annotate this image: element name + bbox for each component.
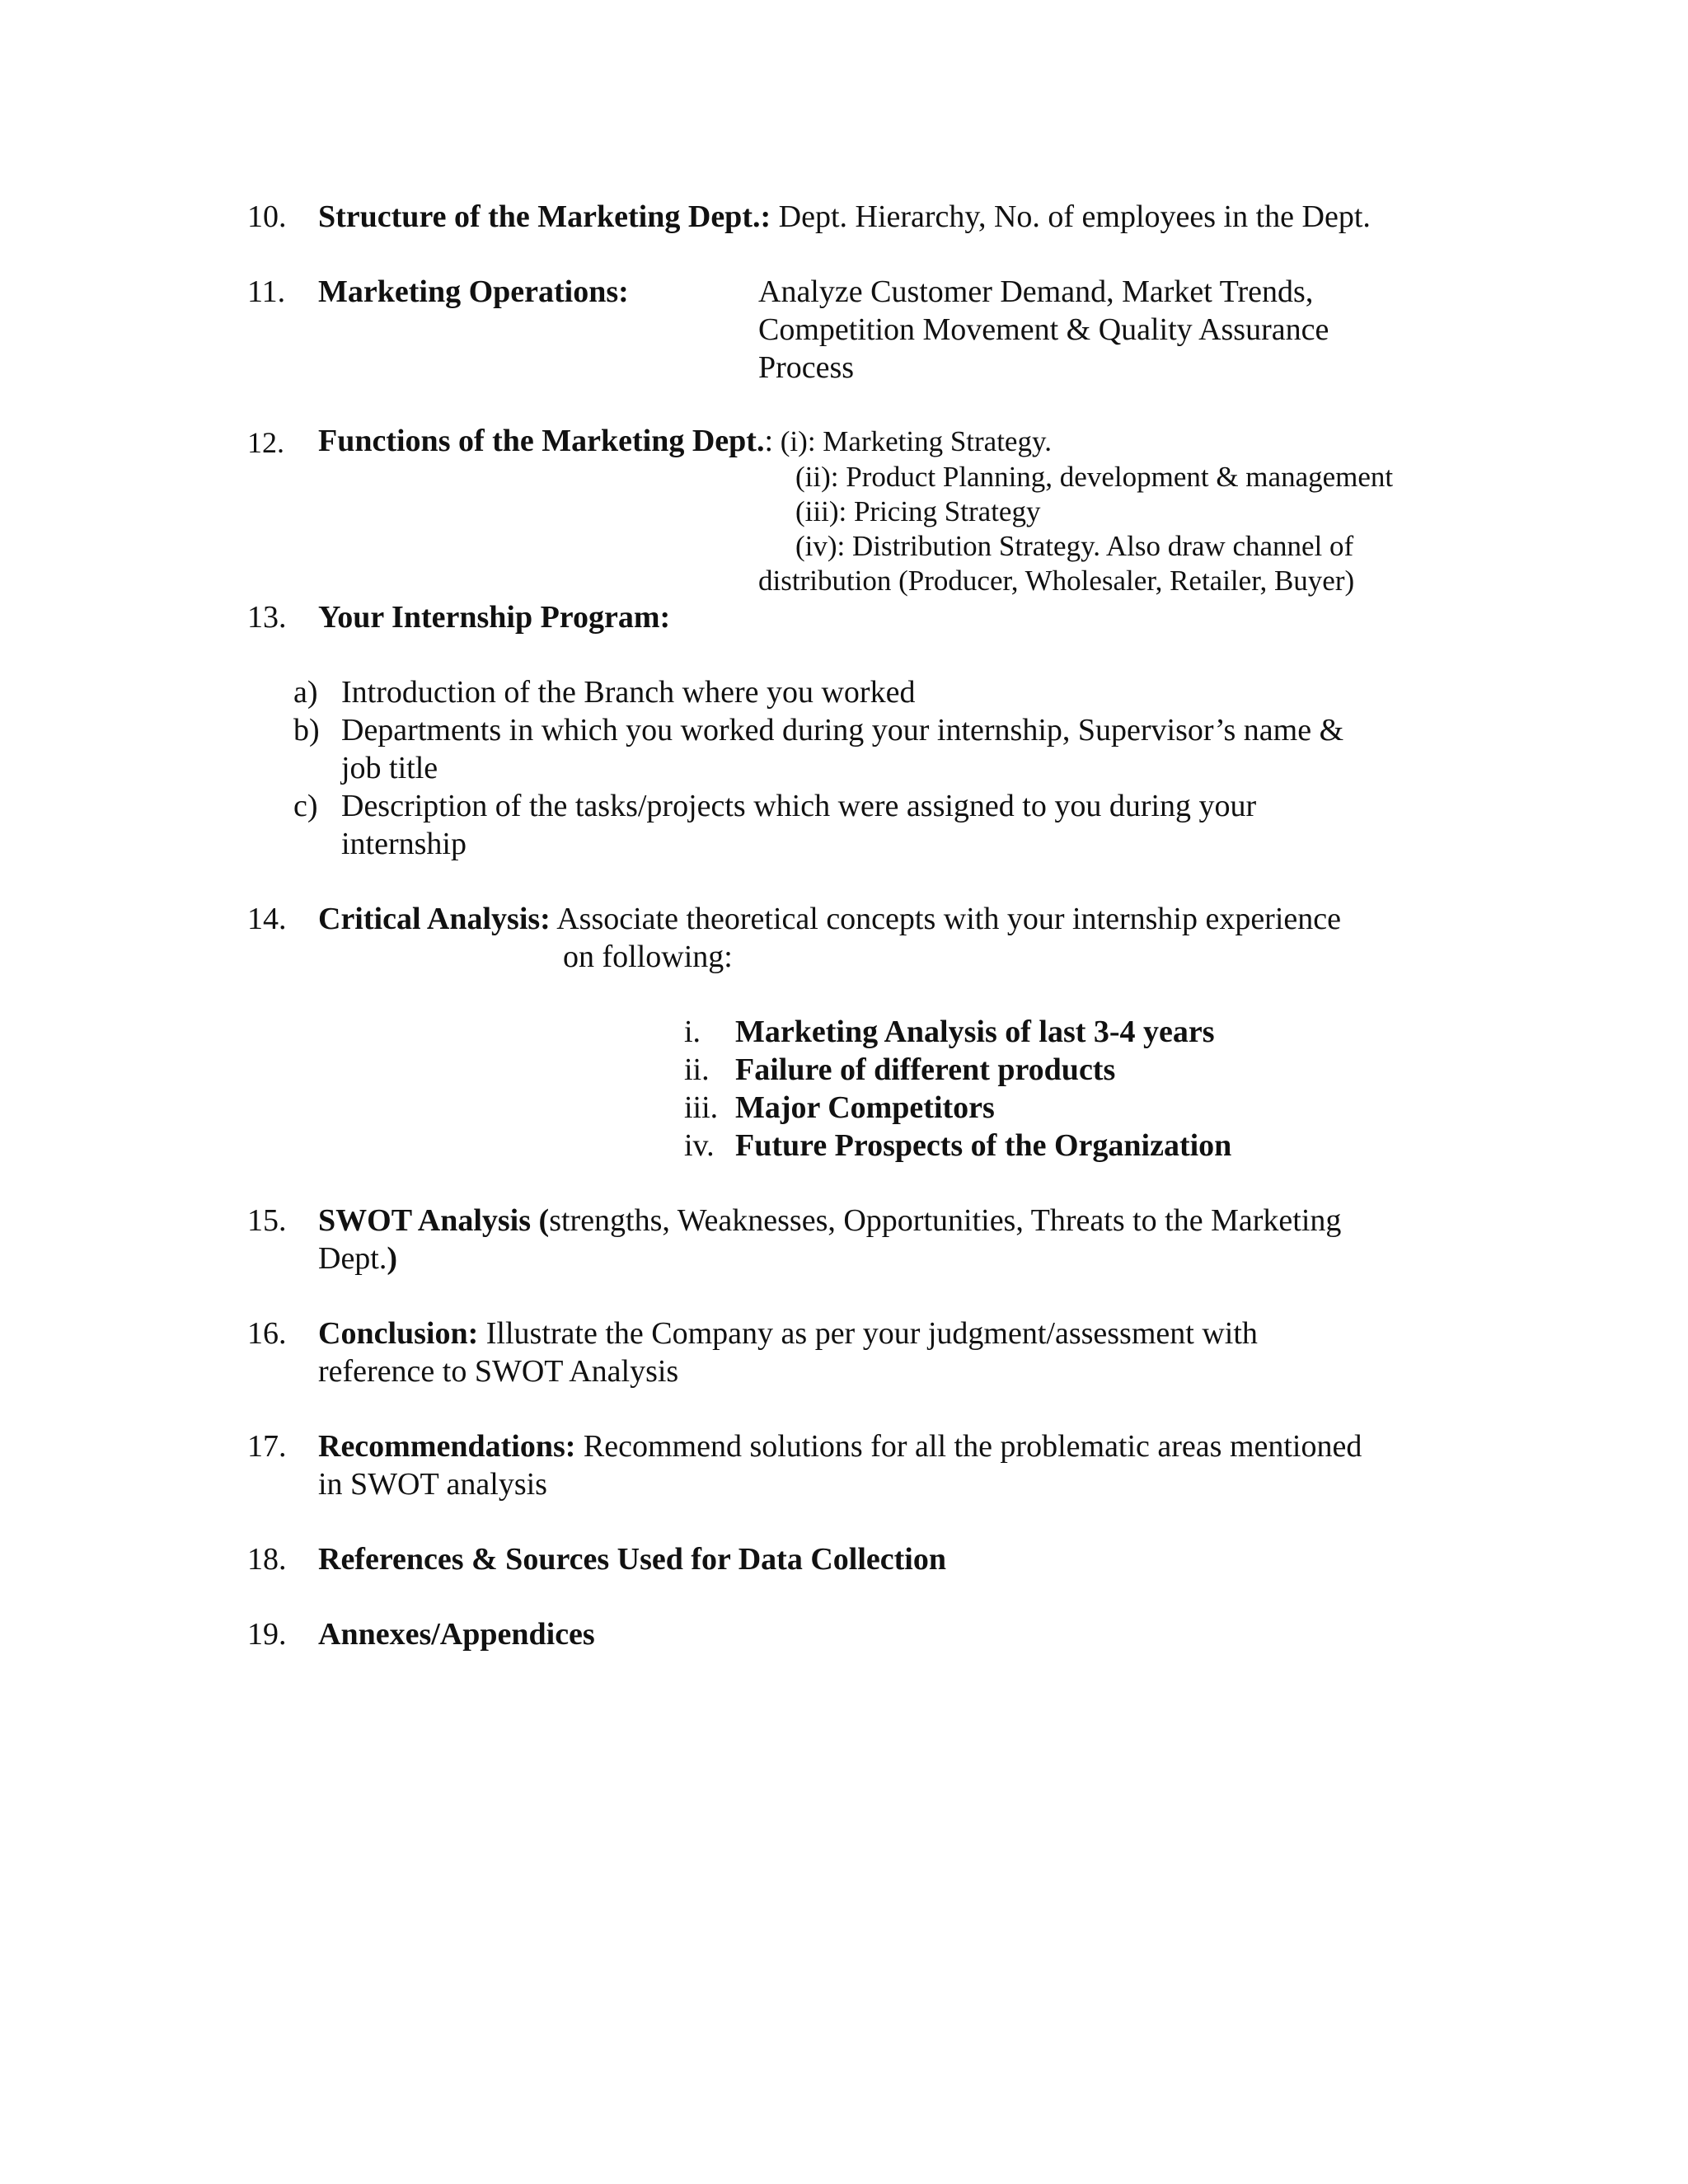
list-item-text: Departments in which you worked during your internship, Supervisor’s name &: [341, 713, 1344, 748]
list-item-text: Future Prospects of the Organization: [735, 1128, 1232, 1163]
item-description: strengths, Weaknesses, Opportunities, Threats to the Marketing: [549, 1203, 1342, 1238]
item-title: Conclusion:: [318, 1316, 479, 1351]
item-number: 17.: [247, 1429, 287, 1464]
list-item-text: Failure of different products: [735, 1052, 1116, 1087]
item-10-line: [318, 198, 1371, 236]
item-description: Illustrate the Company as per your judgment/assessment with: [478, 1316, 1258, 1351]
item-title: Annexes/Appendices: [318, 1617, 595, 1652]
item-14-line: [318, 900, 1341, 938]
item-title: Recommendations:: [318, 1429, 576, 1464]
item-number: 10.: [247, 199, 287, 234]
list-item-text: Introduction of the Branch where you worked: [341, 675, 916, 710]
list-marker: c): [293, 789, 318, 823]
item-title: SWOT Analysis (: [318, 1203, 550, 1238]
item-description: Recommend solutions for all the problematic areas mentioned: [575, 1429, 1362, 1464]
list-item-text: Description of the tasks/projects which were assigned to you during your: [341, 789, 1257, 823]
item-number: 11.: [247, 274, 286, 309]
item-title: Marketing Operations:: [318, 274, 629, 309]
item-description-line: Process: [758, 350, 855, 385]
function-line: distribution (Producer, Wholesaler, Retailer, Buyer): [758, 565, 1355, 597]
item-17-line: [318, 1427, 1362, 1465]
item-number: 12.: [247, 426, 284, 459]
item-number: 14.: [247, 902, 287, 936]
item-number: 18.: [247, 1542, 287, 1577]
list-marker: iv.: [684, 1128, 715, 1163]
item-description-line: in SWOT analysis: [318, 1467, 547, 1502]
list-item-text: Marketing Analysis of last 3-4 years: [735, 1015, 1215, 1049]
item-description: Associate theoretical concepts with your internship experience: [550, 902, 1341, 936]
item-title: Structure of the Marketing Dept.:: [318, 199, 771, 234]
item-description: Dept. Hierarchy, No. of employees in the Dept.: [771, 199, 1371, 234]
list-marker: a): [293, 675, 318, 710]
list-marker: i.: [684, 1015, 701, 1049]
item-15-line-2: [318, 1240, 397, 1277]
item-number: 19.: [247, 1617, 287, 1652]
item-number: 13.: [247, 600, 287, 635]
function-line: (ii): Product Planning, development & management: [795, 461, 1394, 493]
list-item-text: internship: [341, 827, 467, 861]
item-description-line: Dept.: [318, 1241, 387, 1276]
list-item-text: job title: [341, 751, 438, 785]
item-title: Critical Analysis:: [318, 902, 551, 936]
list-marker: ii.: [684, 1052, 710, 1087]
list-item-text: Major Competitors: [735, 1090, 995, 1125]
item-12-line: [318, 422, 1052, 460]
item-title: References & Sources Used for Data Collection: [318, 1542, 946, 1577]
list-marker: b): [293, 713, 320, 748]
function-line: (i): Marketing Strategy.: [773, 425, 1052, 457]
item-description-line: Analyze Customer Demand, Market Trends,: [758, 274, 1314, 309]
item-close-paren: ): [387, 1241, 398, 1276]
item-separator: :: [764, 424, 774, 458]
item-number: 15.: [247, 1203, 287, 1238]
item-15-line: [318, 1202, 1341, 1240]
item-16-line: [318, 1315, 1258, 1352]
item-number: 16.: [247, 1316, 287, 1351]
list-marker: iii.: [684, 1090, 719, 1125]
function-line: (iii): Pricing Strategy: [795, 495, 1041, 527]
item-title: Your Internship Program:: [318, 600, 671, 635]
item-description-line: Competition Movement & Quality Assurance: [758, 312, 1329, 347]
item-title: Functions of the Marketing Dept.: [318, 424, 765, 458]
function-line: (iv): Distribution Strategy. Also draw channel of: [795, 530, 1354, 562]
item-description-line: reference to SWOT Analysis: [318, 1354, 679, 1389]
item-description-line: on following:: [563, 940, 733, 974]
